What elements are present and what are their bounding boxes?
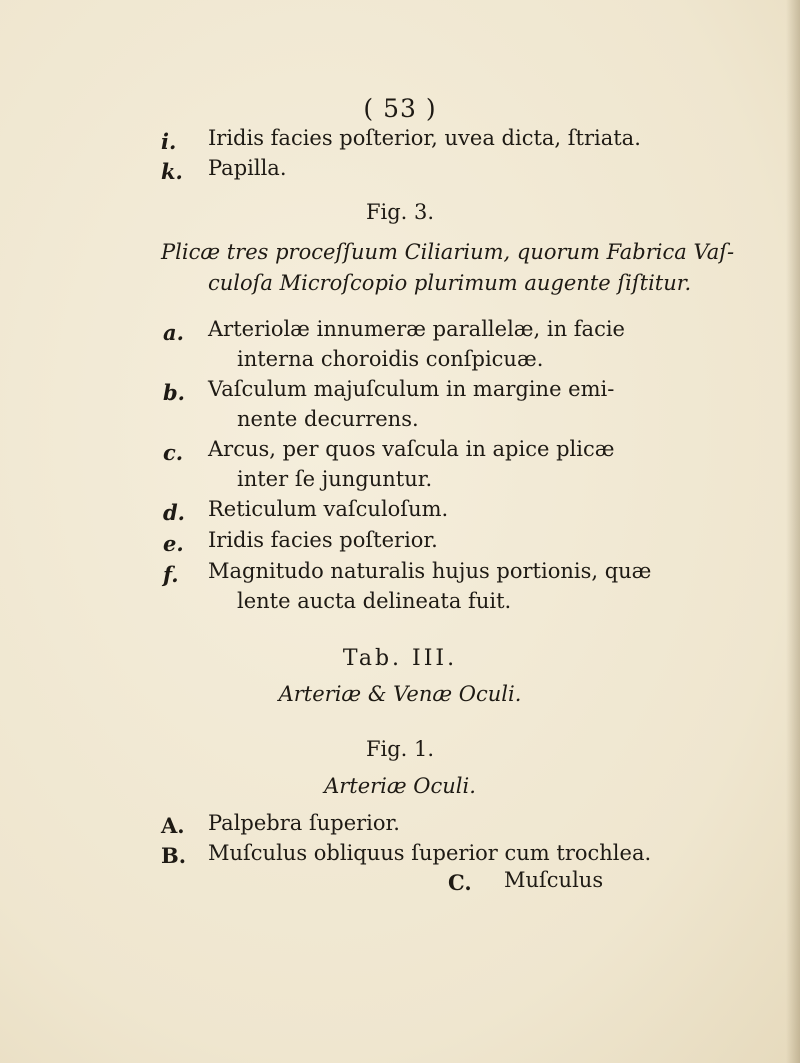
- item-text-f-1: Magnitudo naturalis hujus portionis, quæ: [208, 559, 652, 583]
- item-text-d: Reticulum vaſculoſum.: [208, 497, 449, 521]
- item-text-b-2: nente decurrens.: [237, 407, 419, 431]
- item-text-f-2: lente aucta delineata fuit.: [237, 589, 512, 613]
- item-text-c-2: inter ſe junguntur.: [237, 467, 433, 491]
- item-text-a-2: interna choroidis conſpicuæ.: [237, 347, 544, 371]
- tab-heading: Tab. III.: [342, 646, 458, 671]
- item-letter-f: f.: [163, 562, 179, 587]
- item-letter-e: e.: [163, 531, 184, 556]
- item-text-e: Iridis facies poſterior.: [208, 528, 438, 552]
- item-text-c-1: Arcus, per quos vaſcula in apice plicæ: [208, 437, 615, 461]
- item-letter-c: c.: [163, 440, 184, 465]
- item-text-B: Muſculus obliquus ſuperior cum trochlea.: [208, 841, 652, 865]
- fig3-heading: Fig. 3.: [365, 200, 435, 224]
- item-letter-a: a.: [163, 320, 184, 345]
- page-number: ( 53 ): [363, 94, 437, 123]
- fig1-heading: Fig. 1.: [365, 737, 435, 761]
- item-letter-B: B.: [161, 843, 187, 868]
- fig1-subheading: Arteriæ Oculi.: [324, 774, 476, 798]
- item-text-b-1: Vaſculum majuſculum in margine emi-: [208, 377, 615, 401]
- page-edge-shadow: [786, 0, 800, 1063]
- tab-subheading: Arteriæ & Venæ Oculi.: [278, 682, 522, 706]
- item-letter-d: d.: [163, 500, 185, 525]
- fig3-caption-line1: Plicæ tres proceſſuum Ciliarium, quorum Fabrica Vaſ-: [161, 240, 735, 264]
- item-letter-i: i.: [161, 129, 177, 154]
- item-text-k: Papilla.: [208, 156, 287, 180]
- item-text-C: Muſculus: [504, 868, 604, 892]
- fig3-caption-line2: culoſa Microſcopio plurimum augente ſiſtitur.: [208, 271, 692, 295]
- item-letter-b: b.: [163, 380, 185, 405]
- item-letter-C: C.: [448, 870, 472, 895]
- item-text-i: Iridis facies poſterior, uvea dicta, ſtriata.: [208, 126, 641, 150]
- item-text-a-1: Arteriolæ innumeræ parallelæ, in facie: [208, 317, 625, 341]
- item-letter-A: A.: [161, 813, 185, 838]
- item-letter-k: k.: [161, 159, 183, 184]
- item-text-A: Palpebra ſuperior.: [208, 811, 400, 835]
